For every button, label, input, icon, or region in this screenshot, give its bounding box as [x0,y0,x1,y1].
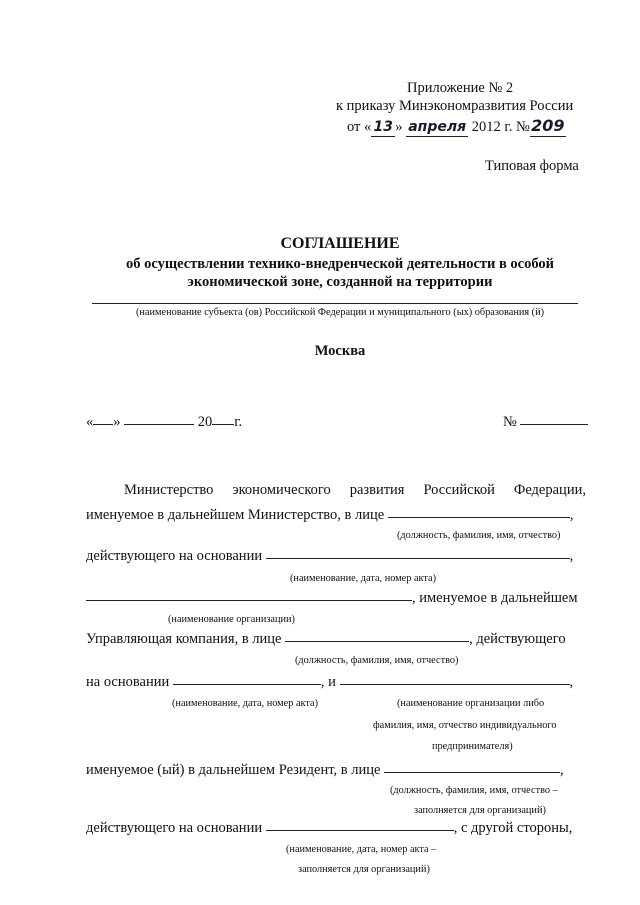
caption-act-3-1: (наименование, дата, номер акта – [286,844,437,855]
date-quote: » [395,119,403,135]
date-year: 2012 г. № [471,119,530,135]
caption-org-ip-2: фамилия, имя, отчество индивидуального [373,720,557,731]
document-title: СОГЛАШЕНИЕ [280,235,400,252]
line-management-basis: на основании , и , [86,674,574,690]
appendix-number: Приложение № 2 [407,80,514,96]
line-management-company-org: , именуемое в дальнейшем [86,590,578,607]
city-name: Москва [314,343,366,359]
caption-org-ip-3: предпринимателя) [432,741,513,752]
line-ministry-basis: действующего на основании , [86,548,574,564]
line-resident-basis: действующего на основании , с другой стороны, [86,820,573,836]
caption-position-1: (должность, фамилия, имя, отчество) [397,530,561,541]
order-reference: к приказу Минэкономразвития России [336,98,574,114]
document-subtitle-line1: об осуществлении технико-внедренческой деятельности в особой [125,256,555,272]
caption-org-1: (наименование организации) [168,614,295,625]
caption-act-1: (наименование, дата, номер акта) [290,573,437,584]
caption-position-2: (должность, фамилия, имя, отчество) [295,655,459,666]
caption-act-3-2: заполняется для организаций) [298,864,430,875]
date-number: 209 [531,116,565,135]
agreement-date-line: « » 20 г. [86,414,243,430]
line-resident: именуемое (ый) в дальнейшем Резидент, в лице , [86,762,564,778]
caption-resident-1: (должность, фамилия, имя, отчество – [390,785,558,796]
line-management-company: Управляющая компания, в лице , действующего [86,631,566,647]
caption-resident-2: заполняется для организаций) [414,805,546,816]
date-prefix: от « [347,119,372,135]
territory-line [92,303,578,304]
date-month: апреля [408,119,467,135]
territory-caption: (наименование субъекта (ов) Российской Федерации и муниципального (ых) образования (й) [135,307,545,318]
document-subtitle-line2: экономической зоне, созданной на территории [187,274,493,290]
agreement-number-line: № [503,414,588,431]
order-date [347,116,566,137]
date-day: 13 [373,119,394,135]
paragraph-ministry: Министерство экономического развития Российской Федерации, [124,482,586,498]
caption-act-2: (наименование, дата, номер акта) [172,698,319,709]
line-ministry-representative: именуемое в дальнейшем Министерство, в лице , [86,507,574,523]
standard-form-label: Типовая форма [485,158,579,174]
caption-org-ip-1: (наименование организации либо [397,698,545,709]
